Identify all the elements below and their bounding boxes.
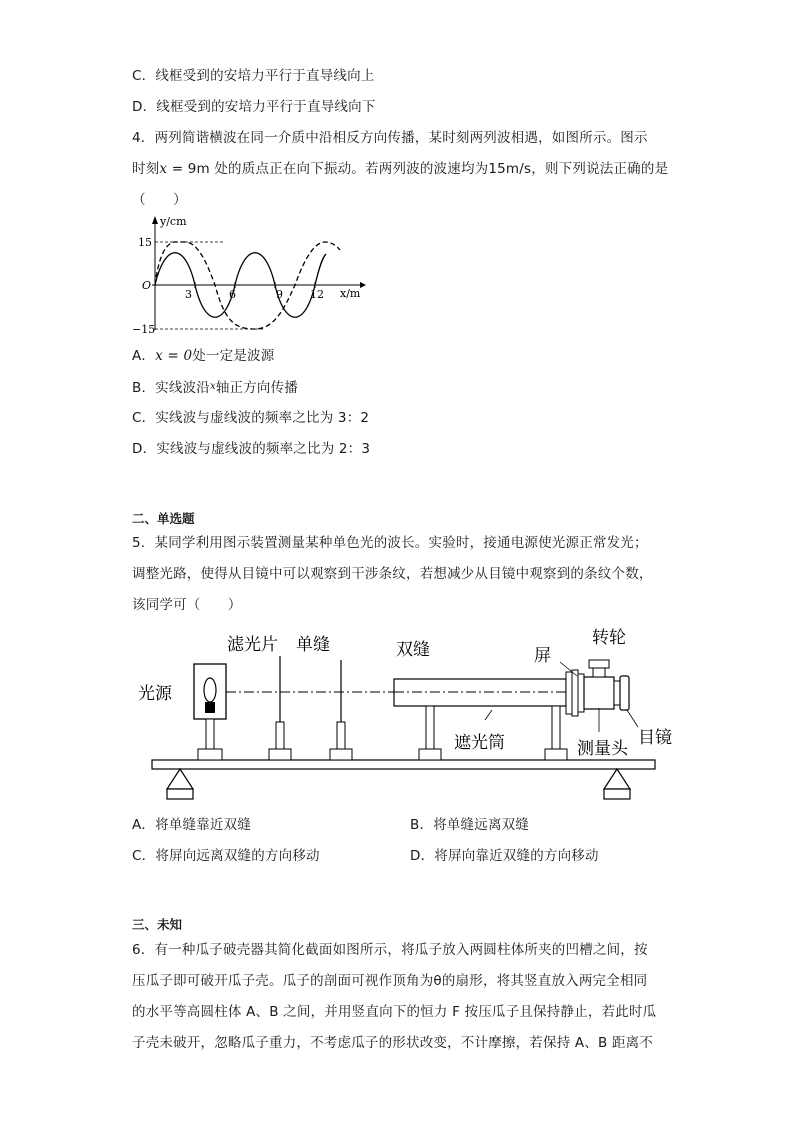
q6-stem-line1: 6．有一种瓜子破壳器其简化截面如图所示，将瓜子放入两圆柱体所夹的凹槽之间，按 (132, 942, 648, 958)
q4-option-b-text: B．实线波沿 (132, 380, 210, 396)
x-axis-arrow (360, 282, 366, 288)
q4-option-a-label: A． (132, 348, 156, 364)
filter-stand (269, 749, 291, 760)
q5-stem-line2: 调整光路，使得从目镜中可以观察到干涉条纹，若想减少从目镜中观察到的条纹个数， (132, 566, 653, 582)
optical-bench (152, 760, 655, 769)
x-tick-label: 9 (276, 288, 283, 301)
q4-option-a-text: 处一定是波源 (192, 348, 275, 364)
q4-answer-paren: （ ） (132, 192, 187, 208)
label-single-slit: 单缝 (296, 635, 330, 655)
support-right-foot (604, 789, 630, 799)
screen-plate (572, 670, 578, 716)
source-post (206, 719, 214, 749)
support-left-foot (167, 789, 193, 799)
measuring-head-ring (578, 674, 584, 712)
x-tick-label: 3 (185, 288, 192, 301)
q4-option-b[interactable] (132, 377, 298, 398)
label-hood: 遮光筒 (454, 733, 505, 753)
bulb-icon (204, 678, 216, 702)
single-slit-post (337, 722, 345, 749)
q4-stem-text: = 9m 处的质点正在向下振动。若两列波的波速均为15m/s，则下列说法正确的是 (167, 161, 669, 177)
eyepiece-neck (614, 681, 620, 705)
y-tick-label: 15 (138, 236, 152, 249)
x-tick-label: 6 (229, 288, 236, 301)
label-light-source: 光源 (138, 684, 172, 704)
hood-stand-left (419, 749, 441, 760)
y-axis-label: y/cm (160, 215, 187, 228)
origin-label: O (142, 279, 152, 292)
wheel-knob (589, 660, 609, 668)
y-axis-arrow (152, 216, 158, 224)
wheel-stem (593, 668, 605, 677)
q3-option-c[interactable]: C．线框受到的安培力平行于直导线向上 (132, 68, 375, 84)
q3-option-d[interactable]: D．线框受到的安培力平行于直导线向下 (132, 99, 376, 115)
pointer-hood (485, 710, 492, 720)
hood-stand-right (545, 749, 567, 760)
q4-option-b-var: x (209, 381, 216, 392)
q6-stem-line2: 压瓜子即可破开瓜子壳。瓜子的剖面可视作顶角为θ的扇形，将其竖直放入两完全相同 (132, 973, 648, 989)
q4-wave-figure (130, 212, 370, 342)
q4-option-d[interactable]: D．实线波与虚线波的频率之比为 2：3 (132, 441, 371, 457)
support-right (604, 769, 630, 789)
q5-stem-line3: 该同学可（ ） (132, 597, 242, 613)
screen-plate (566, 672, 572, 714)
label-screen: 屏 (534, 646, 551, 666)
x-axis-label: x/m (340, 287, 361, 300)
q4-stem-text: 时刻 (132, 161, 160, 177)
filter-post (276, 722, 284, 749)
label-double-slit: 双缝 (396, 640, 430, 660)
q5-option-a[interactable]: A．将单缝靠近双缝 (132, 817, 252, 833)
label-eyepiece: 目镜 (638, 728, 672, 748)
y-tick-label: −15 (132, 323, 156, 336)
measuring-head (584, 677, 614, 709)
q6-stem-line4: 子壳未破开，忽略瓜子重力，不考虑瓜子的形状改变，不计摩擦，若保持 A、B 距离不 (132, 1035, 654, 1051)
q4-stem-line1: 4．两列简谐横波在同一介质中沿相反方向传播，某时刻两列波相遇，如图所示。图示 (132, 130, 648, 146)
q4-option-c[interactable]: C．实线波与虚线波的频率之比为 3：2 (132, 410, 370, 426)
bulb-base (205, 702, 215, 713)
section-heading: 三、未知 (132, 917, 183, 932)
label-wheel: 转轮 (592, 628, 626, 648)
section-heading: 二、单选题 (132, 511, 195, 526)
q4-var-x: x (159, 161, 168, 177)
support-left (167, 769, 193, 789)
label-measuring-head: 测量头 (577, 739, 628, 759)
eyepiece (620, 676, 629, 710)
label-filter: 滤光片 (227, 635, 278, 655)
q5-option-b[interactable]: B．将单缝远离双缝 (410, 817, 530, 833)
x-tick-label: 12 (310, 288, 324, 301)
hood-post-right (552, 706, 560, 749)
single-slit-stand (330, 749, 352, 760)
source-stand (198, 749, 222, 760)
hood-post-left (426, 706, 434, 749)
pointer-eyepiece (627, 710, 638, 727)
q4-option-a-math: x = 0 (155, 348, 193, 364)
q4-option-b-text: 轴正方向传播 (215, 380, 299, 396)
q5-option-c[interactable]: C．将屏向远离双缝的方向移动 (132, 848, 320, 864)
q6-stem-line3: 的水平等高圆柱体 A、B 之间，并用竖直向下的恒力 F 按压瓜子且保持静止，若此时瓜 (132, 1004, 657, 1020)
q5-stem-line1: 5．某同学利用图示装置测量某种单色光的波长。实验时，接通电源使光源正常发光； (132, 535, 648, 551)
q4-option-a[interactable] (132, 346, 274, 366)
q4-stem-line2 (132, 159, 668, 179)
q5-apparatus-figure (130, 622, 675, 807)
q5-option-d[interactable]: D．将屏向靠近双缝的方向移动 (410, 848, 599, 864)
